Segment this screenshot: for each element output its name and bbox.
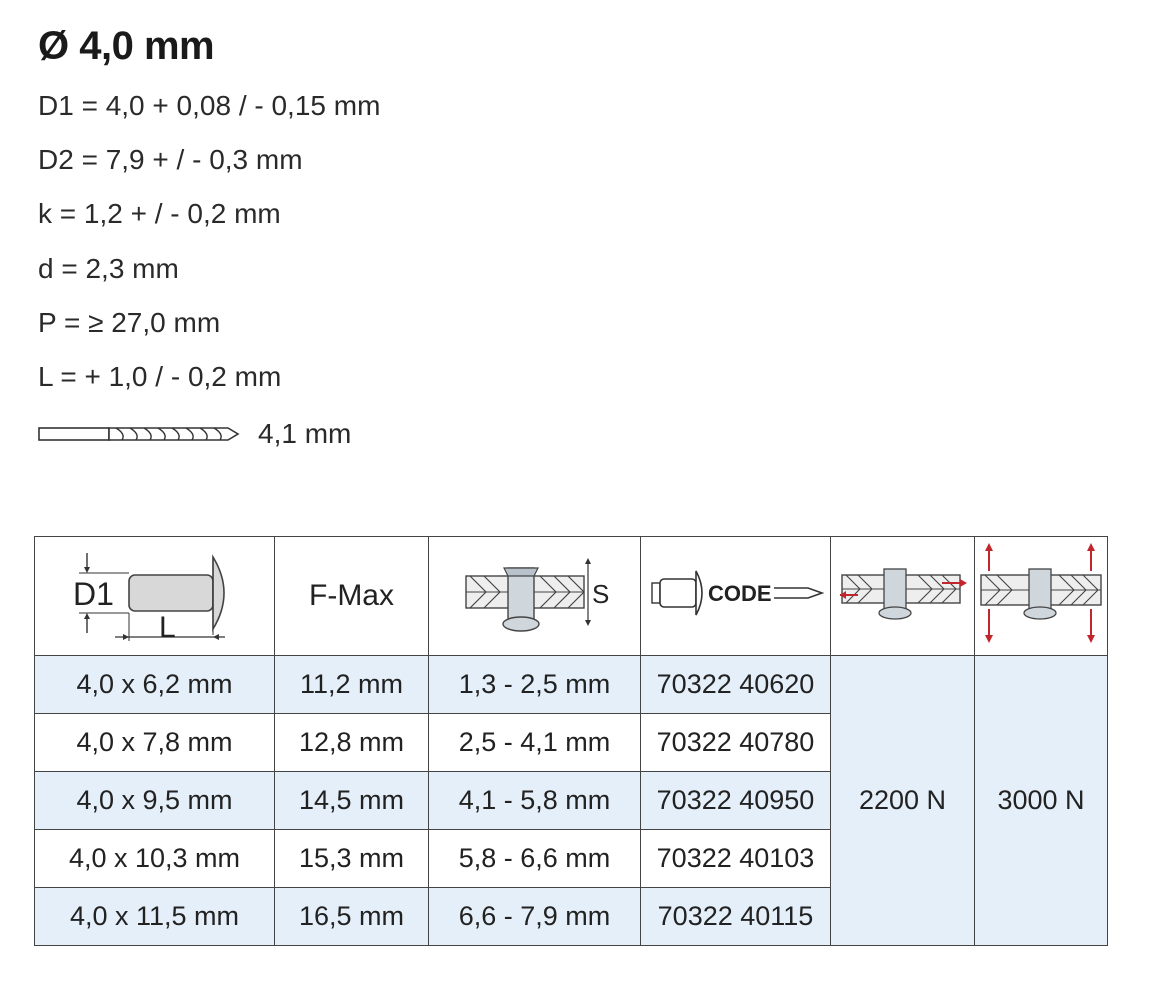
cell-code: 70322 40103: [641, 830, 831, 888]
table-row: [35, 656, 1108, 714]
code-label: CODE: [707, 580, 772, 606]
cell-grip: 2,5 - 4,1 mm: [429, 714, 641, 772]
header-fmax: [275, 537, 429, 656]
rivet-code-icon: [646, 563, 826, 623]
cell-grip: 5,8 - 6,6 mm: [429, 830, 641, 888]
cell-size: 4,0 x 6,2 mm: [35, 656, 275, 714]
l-label: L: [158, 610, 176, 643]
drill-bit-icon: [38, 424, 240, 444]
spec-d2: D2 = 7,9 + / - 0,3 mm: [38, 144, 303, 175]
spec-d1: D1 = 4,0 + 0,08 / - 0,15 mm: [38, 90, 381, 121]
header-tensile: [975, 537, 1108, 656]
drill-size: 4,1 mm: [258, 418, 352, 449]
cell-size: 4,0 x 10,3 mm: [35, 830, 275, 888]
s-label: S: [591, 578, 609, 609]
shear-force-icon: [838, 563, 968, 623]
cell-grip: 4,1 - 5,8 mm: [429, 772, 641, 830]
cell-fmax: 11,2 mm: [275, 656, 429, 714]
cell-code: 70322 40950: [641, 772, 831, 830]
drill-spec: [38, 414, 351, 454]
cell-shear-force: 2200 N: [831, 656, 975, 946]
spec-d: d = 2,3 mm: [38, 253, 179, 284]
cell-code: 70322 40780: [641, 714, 831, 772]
cell-grip: 1,3 - 2,5 mm: [429, 656, 641, 714]
cell-size: 4,0 x 9,5 mm: [35, 772, 275, 830]
d1-label: D1: [72, 575, 114, 612]
rivet-dimension-icon: [65, 543, 245, 643]
cell-tensile-force: 3000 N: [975, 656, 1108, 946]
header-dimension: [35, 537, 275, 656]
cell-size: 4,0 x 11,5 mm: [35, 888, 275, 946]
page-title: Ø 4,0 mm: [38, 24, 215, 68]
fmax-header-label: F-Max: [309, 579, 394, 612]
cell-code: 70322 40620: [641, 656, 831, 714]
spec-l: L = + 1,0 / - 0,2 mm: [38, 361, 282, 392]
header-code: [641, 537, 831, 656]
grip-range-icon: [460, 548, 610, 638]
header-grip: [429, 537, 641, 656]
cell-fmax: 14,5 mm: [275, 772, 429, 830]
cell-fmax: 15,3 mm: [275, 830, 429, 888]
spec-p: P = ≥ 27,0 mm: [38, 307, 221, 338]
table-header-row: [35, 537, 1108, 656]
cell-grip: 6,6 - 7,9 mm: [429, 888, 641, 946]
cell-fmax: 16,5 mm: [275, 888, 429, 946]
cell-code: 70322 40115: [641, 888, 831, 946]
header-shear: [831, 537, 975, 656]
cell-fmax: 12,8 mm: [275, 714, 429, 772]
tensile-force-icon: [979, 541, 1103, 645]
cell-size: 4,0 x 7,8 mm: [35, 714, 275, 772]
spec-k: k = 1,2 + / - 0,2 mm: [38, 198, 281, 229]
rivet-spec-table: [34, 536, 1108, 946]
